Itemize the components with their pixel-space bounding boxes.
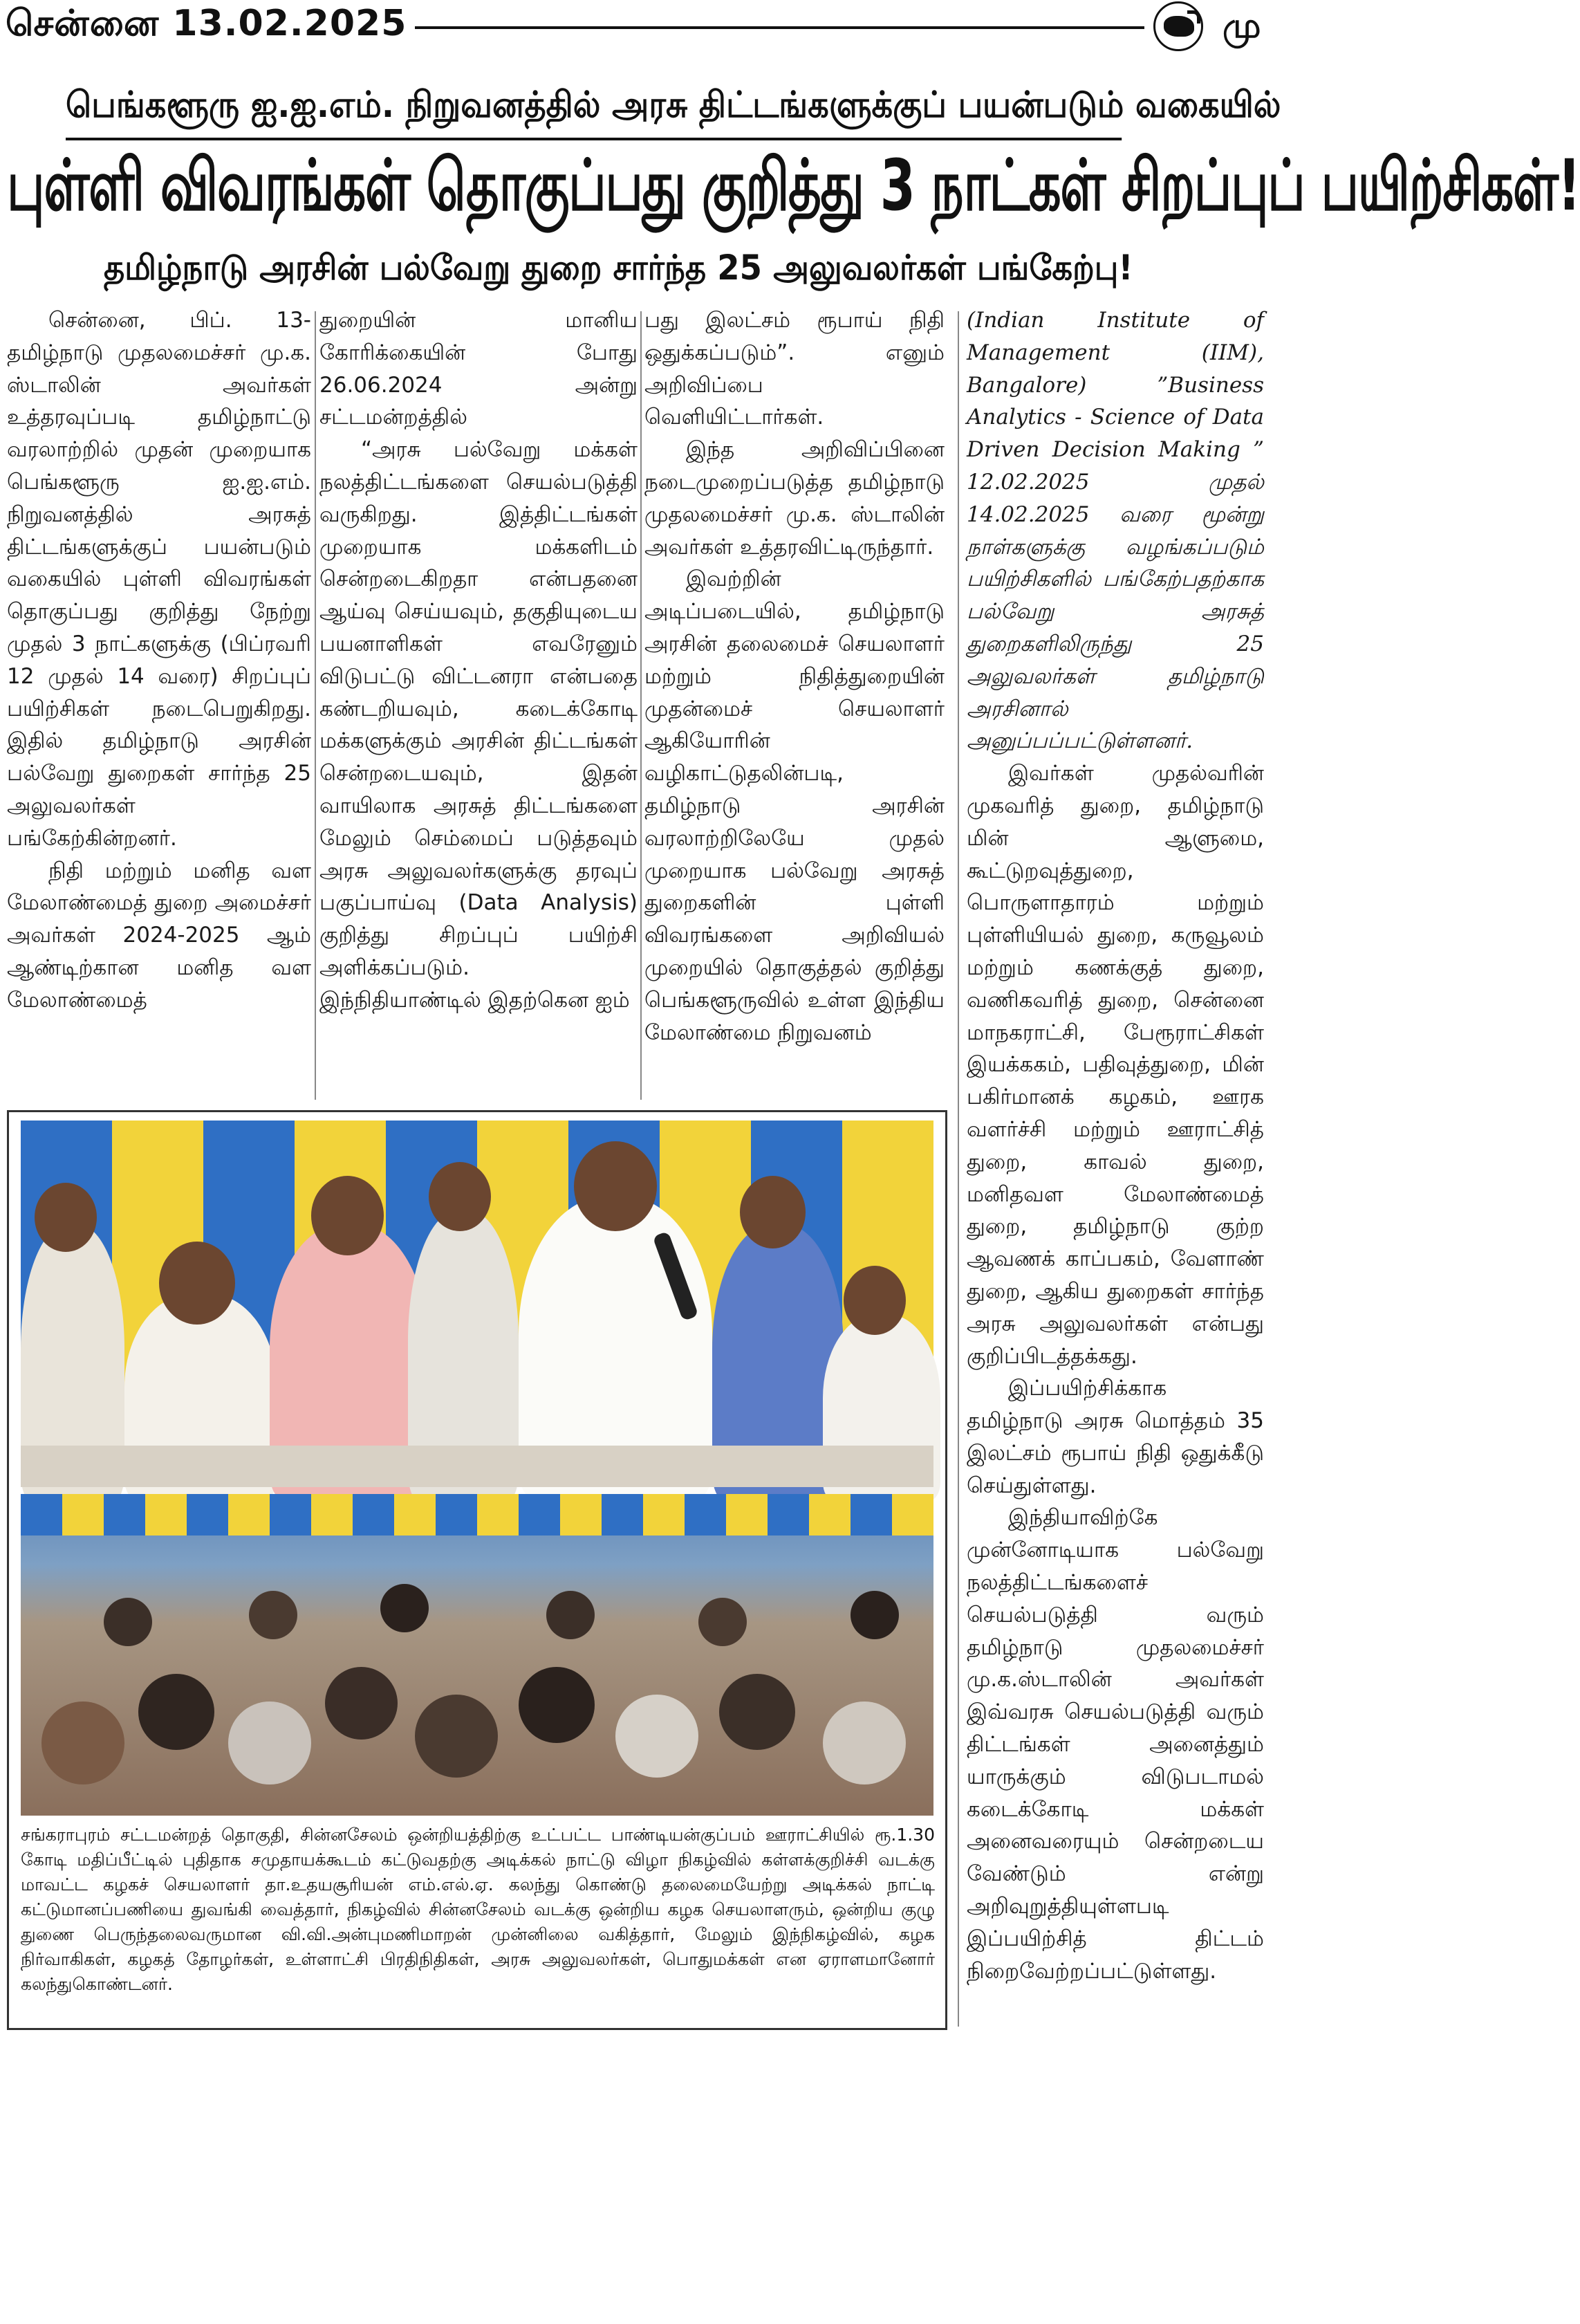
crowd-head xyxy=(851,1591,899,1639)
crowd-head xyxy=(138,1674,214,1750)
paragraph: இந்தியாவிற்கே முன்னோடியாக பல்வேறு நலத்திட்டங்களைச் செயல்படுத்தி வரும் தமிழ்நாடு முதலமைச்சர் மு.க.ஸ்டாலின் அவர்கள் இவ்வரசு செயல்படுத்தி வரும் திட்டங்கள் அனைத்தும் யாருக்கும் விடுபடாமல் கடைக்கோடி மக்கள் அனைவரையும் சென்றடைய வேண்டும் என்று அறிவுறுத்தியுள்ளபடி இப்பயிற்சித் திட்டம் நிறைவேற்றப்பட்டுள்ளது. xyxy=(967,1505,1264,1984)
crowd-head xyxy=(249,1591,297,1639)
event-photo-crowd xyxy=(21,1494,933,1816)
article-column-1 xyxy=(7,304,311,1107)
masthead-title-fragment: மு xyxy=(1223,6,1261,46)
article-column-3 xyxy=(644,304,945,1107)
crowd-head xyxy=(519,1667,595,1743)
subheadline: தமிழ்நாடு அரசின் பல்வேறு துறை சார்ந்த 25 அலுவலர்கள் பங்கேற்பு! xyxy=(104,248,1133,288)
paragraph: “அரசு பல்வேறு மக்கள் நலத்திட்டங்களை செயல்படுத்தி வருகிறது. இத்திட்டங்கள் முறையாக மக்களிடம் சென்றடைகிறதா என்பதனை ஆய்வு செய்யவும், தகுதியுடைய பயனாளிகள் எவரேனும் விடுபட்டு விட்டனரா என்பதை கண்டறியவும், கடைக்கோடி மக்களுக்கும் அரசின் திட்டங்கள் சென்றடையவும், இதன் வாயிலாக அரசுத் திட்டங்களை மேலும் செம்மைப் படுத்தவும் அரசு அலுவலர்களுக்கு தரவுப் பகுப்பாய்வு (Data Analysis) குறித்து சிறப்புப் பயிற்சி அளிக்கப்படும். இந்நிதியாண்டில் இதற்கென ஐம் xyxy=(319,437,638,1013)
bull-icon xyxy=(1153,1,1203,51)
column-rule xyxy=(640,311,642,1100)
paragraph: (Indian Institute of Management (IIM), Bangalore) ”Business Analytics - Science of Data Driven Decision Making ” 12.02.2025 முதல் 14.02.2025 வரை மூன்று நாள்களுக்கு வழங்கப்படும் பயிற்சிகளில் பங்கேற்பதற்காக பல்வேறு அரசுத் துறைகளிலிருந்து 25 அலுவலர்கள் தமிழ்நாடு அரசினால் அனுப்பப்பட்டுள்ளனர். xyxy=(967,308,1264,754)
kicker-headline: பெங்களூரு ஐ.ஐ.எம். நிறுவனத்தில் அரசு திட்டங்களுக்குப் பயன்படும் வகையில் xyxy=(66,84,1122,140)
table-edge xyxy=(21,1446,933,1487)
person-head xyxy=(429,1162,491,1231)
column-rule xyxy=(958,311,959,2027)
paragraph: இந்த அறிவிப்பினை நடைமுறைப்படுத்த தமிழ்நாடு முதலமைச்சர் மு.க. ஸ்டாலின் அவர்கள் உத்தரவிட்டிருந்தார். xyxy=(644,437,945,560)
crowd-head xyxy=(719,1674,795,1750)
paragraph: பது இலட்சம் ரூபாய் நிதி ஒதுக்கப்படும்”. எனும் அறிவிப்பை வெளியிட்டார்கள். xyxy=(644,308,945,430)
main-headline: புள்ளி விவரங்கள் தொகுப்பது குறித்து 3 நாட்கள் சிறப்புப் பயிற்சிகள்! xyxy=(7,145,1580,227)
paragraph: நிதி மற்றும் மனித வள மேலாண்மைத் துறை அமைச்சர் அவர்கள் 2024-2025 ஆம் ஆண்டிற்கான மனித வள மேலாண்மைத் xyxy=(7,858,311,1013)
paragraph: துறையின் மானிய கோரிக்கையின் போது 26.06.2024 அன்று சட்டமன்றத்தில் xyxy=(319,308,638,430)
column-rule xyxy=(315,311,316,1100)
paragraph: இப்பயிற்சிக்காக தமிழ்நாடு அரசு மொத்தம் 35 இலட்சம் ரூபாய் நிதி ஒதுக்கீடு செய்துள்ளது. xyxy=(967,1376,1264,1498)
crowd-head xyxy=(698,1598,747,1646)
article-column-2 xyxy=(319,304,638,1107)
paragraph: இவற்றின் அடிப்படையில், தமிழ்நாடு அரசின் தலைமைச் செயலாளர் மற்றும் நிதித்துறையின் முதன்மைச் செயலாளர் ஆகியோரின் வழிகாட்டுதலின்படி, தமிழ்நாடு அரசின் வரலாற்றிலேயே முதல் முறையாக பல்வேறு அரசுத் துறைகளின் புள்ளி விவரங்களை அறிவியல் முறையில் தொகுத்தல் குறித்து பெங்களூருவில் உள்ள இந்திய மேலாண்மை நிறுவனம் xyxy=(644,566,945,1045)
crowd-head xyxy=(615,1695,698,1778)
paragraph: இவர்கள் முதல்வரின் முகவரித் துறை, தமிழ்நாடு மின் ஆளுமை, கூட்டுறவுத்துறை, பொருளாதாரம் மற்றும் புள்ளியியல் துறை, கருவூலம் மற்றும் கணக்குத் துறை, வணிகவரித் துறை, சென்னை மாநகராட்சி, பேரூராட்சிகள் இயக்ககம், பதிவுத்துறை, மின் பகிர்மானக் கழகம், ஊரக வளர்ச்சி மற்றும் ஊராட்சித் துறை, காவல் துறை, மனிதவள மேலாண்மைத் துறை, தமிழ்நாடு குற்ற ஆவணக் காப்பகம், வேளாண் துறை, ஆகிய துறைகள் சார்ந்த அரசு அலுவலர்கள் என்பது குறிப்பிடத்தக்கது. xyxy=(967,761,1264,1369)
crowd-head xyxy=(546,1591,595,1639)
masthead-rule xyxy=(415,26,1144,29)
person-head xyxy=(159,1242,235,1325)
paragraph: சென்னை, பிப். 13- தமிழ்நாடு முதலமைச்சர் மு.க. ஸ்டாலின் அவர்கள் உத்தரவுப்படி தமிழ்நாட்டு வரலாற்றில் முதன் முறையாக பெங்களூரு ஐ.ஐ.எம். நிறுவனத்தில் அரசுத் திட்டங்களுக்குப் பயன்படும் வகையில் புள்ளி விவரங்கள் தொகுப்பது குறித்து நேற்று முதல் 3 நாட்களுக்கு (பிப்ரவரி 12 முதல் 14 வரை) சிறப்புப் பயிற்சிகள் நடைபெறுகிறது. இதில் தமிழ்நாடு அரசின் பல்வேறு துறைகள் சார்ந்த 25 அலுவலர்கள் பங்கேற்கின்றனர். xyxy=(7,308,311,851)
person-head xyxy=(311,1176,384,1255)
crowd-head xyxy=(41,1702,124,1784)
crowd-head xyxy=(228,1702,311,1784)
person-head xyxy=(574,1141,657,1231)
event-photo-stage xyxy=(21,1120,933,1487)
canopy-stripes xyxy=(21,1494,933,1536)
photo-caption: சங்கராபுரம் சட்டமன்றத் தொகுதி, சின்னசேலம் ஒன்றியத்திற்கு உட்பட்ட பாண்டியன்குப்பம் ஊராட்சியில் ரூ.1.30 கோடி மதிப்பீட்டில் புதிதாக சமுதாயக்கூடம் கட்டுவதற்கு அடிக்கல் நாட்டு விழா நிகழ்வில் கள்ளக்குறிச்சி வடக்கு மாவட்ட கழகச் செயலாளர் தா.உதயசூரியன் எம்.எல்.ஏ. கலந்து கொண்டு தலைமையேற்று அடிக்கல் நாட்டி கட்டுமானப்பணியை துவங்கி வைத்தார், நிகழ்வில் சின்னசேலம் வடக்கு ஒன்றிய கழக செயலாளரும், ஒன்றிய குழு துணை பெருந்தலைவருமான வி.வி.அன்புமணிமாறன் முன்னிலை வகித்தார், மேலும் இந்நிகழ்வில், கழக நிர்வாகிகள், கழகத் தோழர்கள், உள்ளாட்சி பிரதிநிதிகள், அரசு அலுவலர்கள், பொதுமக்கள் என ஏராளமானோர் கலந்துகொண்டனர். xyxy=(21,1825,935,1994)
article-column-4 xyxy=(967,304,1264,2324)
person-head xyxy=(740,1176,806,1248)
crowd-head xyxy=(823,1702,906,1784)
crowd-head xyxy=(104,1598,152,1646)
masthead-date: சென்னை 13.02.2025 xyxy=(6,3,407,44)
crowd-head xyxy=(380,1584,429,1632)
person-head xyxy=(35,1183,97,1252)
person-head xyxy=(844,1266,906,1335)
crowd-head xyxy=(325,1667,398,1740)
crowd-head xyxy=(415,1695,498,1778)
